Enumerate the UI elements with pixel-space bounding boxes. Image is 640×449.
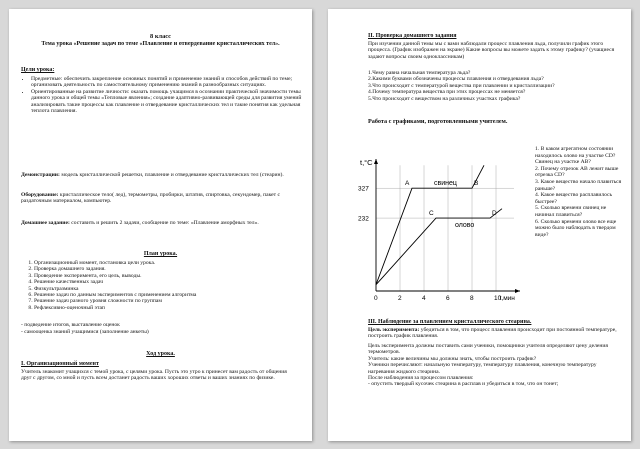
- graph-work-title: Работа с графиками, подготовленными учителем.: [368, 118, 508, 125]
- demonstrations-text: модель кристаллической решетки, плавление и отвердевание кристаллических тел (стеарин).: [61, 172, 284, 178]
- experiment-title: III. Наблюдение за плавлением кристаллического стеарина.: [368, 319, 532, 325]
- plan-title: План урока.: [143, 251, 178, 257]
- point-label: A: [405, 180, 410, 188]
- series-name-label: свинец: [434, 180, 457, 188]
- x-tick-label: 4: [422, 295, 426, 302]
- graph-question: 3. Какое вещество начало плавиться раньше?: [535, 178, 622, 192]
- x-axis-arrow: [515, 289, 520, 293]
- document-page-left: [9, 9, 312, 441]
- graph-question: 2. Почему отрезок AB лежит выше отрезка CD?: [535, 165, 619, 179]
- x-tick-label: 2: [398, 295, 402, 302]
- point-label: D: [492, 210, 497, 218]
- document-page-right: [328, 9, 631, 441]
- experiment-goal-text: убедиться в том, что процесс плавления происходит при постоянной температуре, построить график плавления.: [368, 327, 617, 340]
- hw-check-intro: При изучении данной темы мы с вами наблюдали процесс плавления льда, получили график этого процесса. (График изображен на экране) Какие вопросы вы можете задать к этому графику? (учащиеся задают вопросы своим одноклассникам): [368, 41, 615, 60]
- plan-item: 7. Решение задач разного уровня сложности по группам: [34, 298, 310, 304]
- goals-title: Цели урока:: [21, 67, 55, 73]
- y-axis-arrow: [374, 159, 378, 164]
- course-title: Ход урока.: [146, 351, 175, 357]
- graph-question: 4. Какое вещество расплавилось быстрее?: [535, 192, 613, 205]
- point-label: B: [474, 180, 479, 188]
- y-tick-label: 327: [358, 185, 369, 193]
- homework-label: Домашнее задание:: [21, 220, 70, 226]
- plan-list: [21, 260, 310, 311]
- equipment-text: кристаллическое тело( лед), термометры, пробирки, штатив, спиртовка, секундомер, пакет с раздаточным материалом, компьютер.: [21, 192, 280, 205]
- hw-check-title: II. Проверка домашнего задания: [368, 33, 457, 39]
- demonstrations-label: Демонстрации:: [21, 172, 60, 178]
- hw-questions: [368, 70, 620, 102]
- hw-question: 1.Чему равна начальная температура льда?: [368, 70, 471, 76]
- plan-item: 2. Проверка домашнего задания.: [34, 266, 310, 272]
- lesson-topic: Тема урока «Решение задач по теме «Плавление и отвердевание кристаллических тел».: [41, 41, 280, 47]
- graph-questions: [535, 146, 623, 238]
- experiment-text: [368, 343, 620, 388]
- plan-item: 6. Решение задач по данным экспериментов с применением алгоритма: [34, 292, 310, 298]
- x-tick-label: 6: [446, 295, 450, 302]
- plan-item: 4. Решение качественных задач: [34, 279, 310, 285]
- goal-item: • Предметные: обеспечить закрепление основных понятий и применение знаний и способов действий по теме; организовать деятельность по самостоятельному применению знаний в разнообразных ситуациях.: [31, 76, 307, 89]
- graph-question: 5. Сколько времени свинец не начинал плавиться?: [535, 205, 607, 218]
- experiment-goal: [368, 327, 620, 340]
- hw-question: 3.Что происходит с температурой вещества при плавлении и кристаллизации?: [368, 82, 555, 89]
- y-tick-label: 232: [358, 215, 369, 223]
- goal-item: • Ориентированные на развитие личности: оказать помощь учащимся в осознании практической значимости темы данного урока и общей темы «Тепловые явления»; создание адаптивно-развивающей среды для развития умений анализировать такие процессы как плавление и отвердевание кристаллических тел и такие понятия как удельная теплота плавления.: [31, 89, 307, 115]
- plan-extra-2: - самооценка знаний учащимися (заполнение анкеты): [21, 329, 149, 335]
- goals-list: [21, 76, 307, 114]
- homework: [21, 220, 297, 226]
- plan-item: 1. Организационный момент, постановка цели урока.: [34, 260, 310, 266]
- grade-heading: 8 класс: [150, 33, 171, 40]
- hw-question: 5.Что происходит с веществом на различных участках графика?: [368, 95, 521, 102]
- x-tick-label: 0: [374, 295, 378, 302]
- x-tick-label: 8: [470, 295, 474, 302]
- graph-question: 6. Сколько времени олово все еще можно было наблюдать в твердом виде?: [535, 218, 617, 238]
- series-line-tin: [376, 209, 502, 285]
- plan-extra-1: - подведение итогов, выставление оценок: [21, 322, 120, 328]
- x-axis-label: t,мин: [499, 295, 515, 302]
- point-label: C: [429, 210, 434, 218]
- experiment-line: - опустить твердый кусочек стеарина в расплав и убедиться в том, что он тонет;: [368, 381, 559, 388]
- experiment-line: Цель эксперимента должны поставить сами ученики, помощники учителя определяют цену деления термометров.: [368, 343, 608, 356]
- series-name-label: олово: [455, 222, 475, 230]
- graph-question: 1. В каком агрегатном состоянии находилось олово на участке CD? Свинец на участке AB?: [535, 146, 616, 166]
- y-axis-label: t,°C: [360, 158, 373, 167]
- equipment: [21, 192, 297, 205]
- demonstrations: [21, 172, 297, 178]
- experiment-goal-label: Цель эксперимента:: [368, 327, 420, 333]
- equipment-label: Оборудование:: [21, 192, 59, 198]
- hw-question: 2.Какими буквами обозначены процессы плавления и отвердевания льда?: [368, 76, 544, 83]
- hw-question: 4.Почему температура вещества при этих процессах не меняется?: [368, 89, 526, 96]
- experiment-line: Ученики перечисляют: начальную температуру, температуру плавления, конечную температуру нагревания жидкого стеарина.: [368, 362, 597, 375]
- plan-item: 8. Рефлексивно-оценочный этап: [34, 305, 310, 311]
- experiment-line: После наблюдения за процессом плавления:: [368, 374, 474, 381]
- melting-chart-svg: [342, 129, 538, 313]
- x-tick-label: 10: [494, 295, 502, 302]
- experiment-line: Учитель: какие величины мы должны знать, чтобы построить график?: [368, 355, 537, 362]
- stage1-title: I. Организационный момент: [21, 361, 99, 367]
- homework-text: составить и решить 2 задачи, сообщение по теме: «Плавление аморфных тел».: [71, 220, 259, 226]
- melting-chart: [342, 129, 538, 313]
- plan-item: 3. Проведение эксперимента, его цель, выводы.: [34, 273, 310, 279]
- stage1-text: Учитель знакомит учащихся с темой урока, с целями урока. Пусть это утро к принесет вам радость от общения друг с другом, со мной и пусть всем достанет радость ваших хороших ответы и ваших знаниях по физике.: [21, 369, 287, 382]
- plan-item: 5. Физкультразминка: [34, 286, 310, 292]
